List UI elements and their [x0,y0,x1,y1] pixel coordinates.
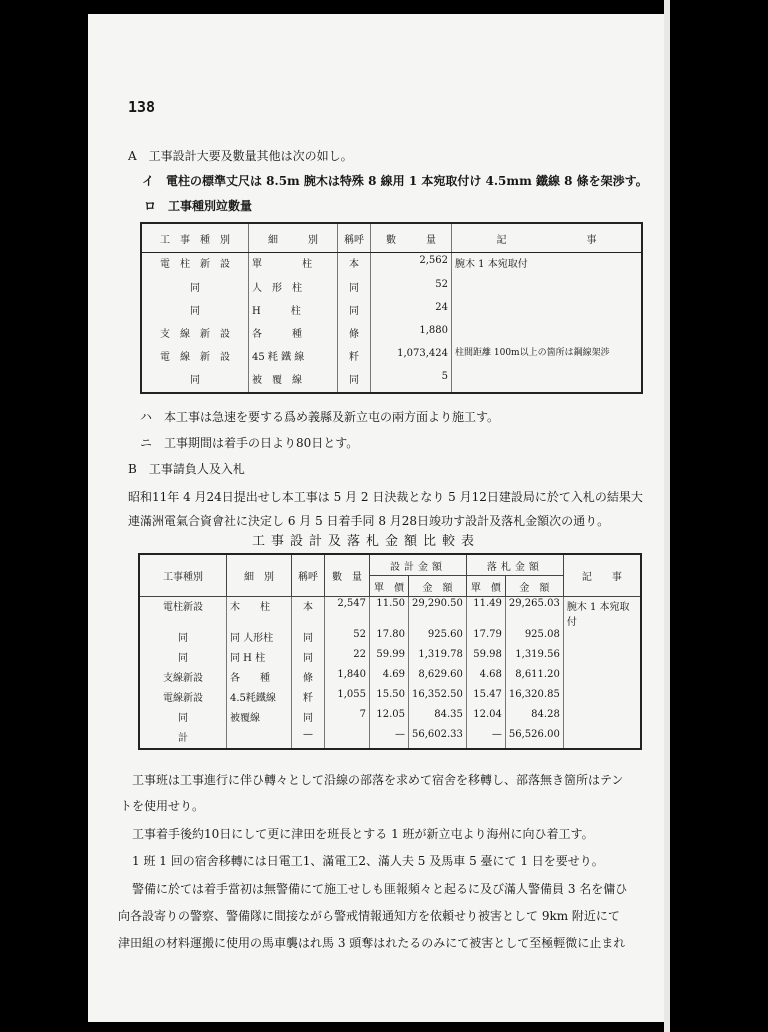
cell-type: 同 [139,708,227,728]
cell-unit: 本 [338,253,371,277]
body-paragraph: 昭和11年 4 月24日提出せし本工事は 5 月 2 日決裁となり 5 月12日建設局に於て入札の結果大 [128,490,643,504]
cell-design-amount: 29,290.50 [409,597,467,629]
cell-design-unit-price: — [370,728,409,749]
col-header-qty: 數 量 [371,223,452,253]
cell-design-amount: 925.60 [409,628,467,648]
body-paragraph: 津田組の材料運搬に使用の馬車襲はれ馬 3 頭奪はれたるのみにて被害として至極輕微に止まれ [118,936,626,950]
cell-unit: 粁 [292,688,325,708]
item-ni: ニ 工事期間は着手の日より80日とす。 [140,436,359,450]
col-header-unit: 稱呼 [338,223,371,253]
cell-unit: 條 [292,668,325,688]
cell-note [563,728,641,749]
work-quantity-table [140,222,643,394]
table-row [139,708,641,728]
cell-unit: 粁 [338,346,371,369]
cell-detail: 人 形 柱 [249,277,338,300]
col-header-note: 記 事 [563,554,641,597]
cell-design-unit-price: 15.50 [370,688,409,708]
cell-design-amount: 1,319.78 [409,648,467,668]
cell-bid-unit-price: 15.47 [466,688,505,708]
col-header-detail: 細 別 [249,223,338,253]
cell-type: 支線新設 [139,668,227,688]
cell-qty: 1,840 [325,668,370,688]
cell-note [452,300,643,323]
cell-type: 同 [141,300,249,323]
body-paragraph: トを使用せり。 [120,799,205,813]
table-row [139,648,641,668]
col-header-type: 工事種別 [139,554,227,597]
cell-note [563,668,641,688]
cell-qty: 24 [371,300,452,323]
table-row [141,300,642,323]
cell-design-unit-price: 12.05 [370,708,409,728]
table-row [139,688,641,708]
body-paragraph: 向各設寄りの警察、警備隊に間接ながら警戒情報通知方を依頼せり被害として 9km 附近にて [118,909,620,923]
table-caption: 工事設計及落札金額比較表 [252,534,481,549]
cell-bid-amount: 16,320.85 [505,688,563,708]
cell-detail: 單 柱 [249,253,338,277]
cell-note [452,323,643,346]
cell-type: 同 [141,277,249,300]
cell-unit: 同 [292,628,325,648]
cell-bid-amount: 925.08 [505,628,563,648]
cell-note [452,346,643,369]
cell-bid-amount: 84.28 [505,708,563,728]
cell-detail: 各 種 [227,668,292,688]
col-header-qty: 數 量 [325,554,370,597]
col-header-bid-unit-price: 單 價 [466,576,505,597]
cell-qty: 52 [325,628,370,648]
table-row [141,369,642,393]
body-paragraph: 警備に於ては着手當初は無警備にて施工せしも匪報頻々と起るに及び滿人警備員 3 名を傭ひ [132,882,628,896]
cell-detail: 被覆線 [227,708,292,728]
cell-bid-unit-price: — [466,728,505,749]
body-paragraph: 工事班は工事進行に伴ひ轉々として沿線の部落を求めて宿舍を移轉し、部落無き箇所はテン [132,773,624,787]
cell-detail [227,728,292,749]
col-header-bid: 落札金額 [466,554,563,576]
cell-type: 同 [139,628,227,648]
cell-unit: — [292,728,325,749]
cell-bid-unit-price: 59.98 [466,648,505,668]
col-header-design: 設計金額 [370,554,467,576]
cell-qty: 2,547 [325,597,370,629]
cell-bid-amount: 1,319.56 [505,648,563,668]
cell-qty: 1,073,424 [371,346,452,369]
table-header-row [141,223,642,253]
col-header-bid-amount: 金 額 [505,576,563,597]
section-a-heading: A 工事設計大要及數量其他は次の如し。 [128,149,353,163]
cell-unit: 同 [292,648,325,668]
table-row [141,323,642,346]
col-header-design-amount: 金 額 [409,576,467,597]
cell-design-unit-price: 4.69 [370,668,409,688]
cell-unit: 同 [338,369,371,393]
table-row [141,277,642,300]
cell-detail: 4.5粍鐵線 [227,688,292,708]
cell-bid-unit-price: 12.04 [466,708,505,728]
cell-detail: 同 H 柱 [227,648,292,668]
cell-qty [325,728,370,749]
table-row [139,597,641,629]
item-ro: ロ 工事種別竝數量 [144,199,253,213]
cell-design-amount: 8,629.60 [409,668,467,688]
table-total-row [139,728,641,749]
col-header-type: 工 事 種 別 [141,223,249,253]
cell-unit: 本 [292,597,325,629]
cell-type: 電線新設 [139,688,227,708]
cell-detail: 同 人形柱 [227,628,292,648]
page-edge [664,0,670,1032]
item-ha: ハ 本工事は急速を要する爲め義縣及新立屯の兩方面より施工す。 [140,410,500,424]
cell-bid-unit-price: 17.79 [466,628,505,648]
cell-qty: 22 [325,648,370,668]
cell-detail: 各 種 [249,323,338,346]
col-header-detail: 細 別 [227,554,292,597]
body-paragraph: 工事着手後約10日にして更に津田を班長とする 1 班が新立屯より海州に向ひ着工す。 [132,827,594,841]
note-text: 柱間距離 100m以上の箇所は鋼線架渉 [455,347,610,358]
cell-detail: 被 覆 線 [249,369,338,393]
cell-type: 電 線 新 設 [141,346,249,369]
table-header-row [139,554,641,576]
cell-detail: 木 柱 [227,597,292,629]
cell-qty: 7 [325,708,370,728]
table-row [139,668,641,688]
cell-type: 支 線 新 設 [141,323,249,346]
table-row [141,253,642,277]
cell-bid-amount: 8,611.20 [505,668,563,688]
body-paragraph: 連滿洲電氣合資會社に決定し 6 月 5 日着手同 8 月28日竣功す設計及落札金額次の通り。 [128,514,610,528]
cell-note [563,688,641,708]
cell-design-amount: 56,602.33 [409,728,467,749]
cell-bid-unit-price: 11.49 [466,597,505,629]
cell-bid-amount: 56,526.00 [505,728,563,749]
cell-note: 腕木 1 本宛取付 [563,597,641,629]
bid-comparison-table [138,553,642,750]
cell-type: 電 柱 新 設 [141,253,249,277]
cell-unit: 條 [338,323,371,346]
cell-design-unit-price: 11.50 [370,597,409,629]
table-row [139,628,641,648]
cell-qty: 1,055 [325,688,370,708]
col-header-note: 記 事 [452,223,643,253]
cell-detail: H 柱 [249,300,338,323]
cell-type: 同 [139,648,227,668]
cell-design-unit-price: 59.99 [370,648,409,668]
cell-type: 計 [139,728,227,749]
cell-note [452,369,643,393]
cell-note [452,277,643,300]
cell-qty: 1,880 [371,323,452,346]
cell-qty: 52 [371,277,452,300]
cell-bid-amount: 29,265.03 [505,597,563,629]
cell-qty: 5 [371,369,452,393]
cell-design-unit-price: 17.80 [370,628,409,648]
cell-type: 同 [141,369,249,393]
section-b-heading: B 工事請負人及入札 [128,462,245,476]
cell-qty: 2,562 [371,253,452,277]
cell-note: 腕木 1 本宛取付 [452,253,643,277]
cell-unit: 同 [338,300,371,323]
cell-detail: 45 粍 鐵 線 [249,346,338,369]
item-i: イ 電柱の標準丈尺は 8.5m 腕木は特殊 8 線用 1 本宛取付け 4.5mm 鐵線 8 條を架渉す。 [142,174,648,188]
cell-design-amount: 16,352.50 [409,688,467,708]
col-header-unit: 稱呼 [292,554,325,597]
page-number: 138 [128,98,156,116]
cell-unit: 同 [338,277,371,300]
cell-note [563,628,641,648]
cell-note [563,648,641,668]
cell-unit: 同 [292,708,325,728]
cell-type: 電柱新設 [139,597,227,629]
col-header-design-unit-price: 單 價 [370,576,409,597]
cell-bid-unit-price: 4.68 [466,668,505,688]
body-paragraph: 1 班 1 回の宿舍移轉には日電工1、滿電工2、滿人夫 5 及馬車 5 臺にて 1 日を要せり。 [132,854,604,868]
cell-design-amount: 84.35 [409,708,467,728]
cell-note [563,708,641,728]
table-row [141,346,642,369]
